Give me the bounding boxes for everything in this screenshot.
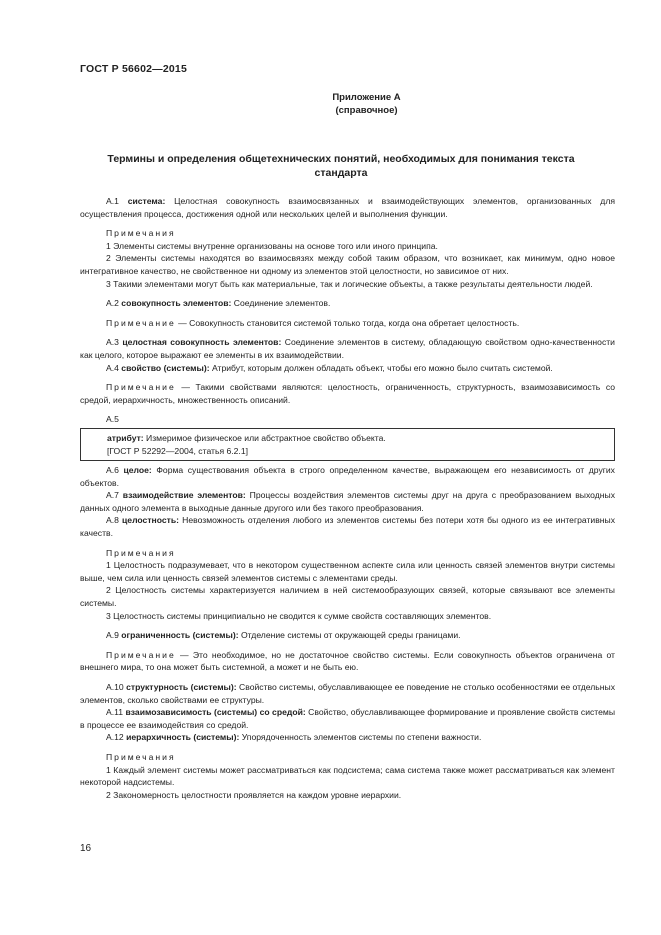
- notes-label: Примечания: [106, 751, 176, 762]
- page-number: 16: [80, 843, 92, 854]
- note: 2 Целостность системы характеризуется наличием в ней системообразующих связей, которые связывают все элементы системы.: [80, 585, 615, 609]
- term-a6: А.6 целое: Форма существования объекта в строго определенном качестве, выражающем его независимость от других объектов.: [80, 465, 615, 488]
- term-a5-box: [80, 428, 615, 461]
- term-a8: А.8 целостность: Невозможность отделения любого из элементов системы без потери хотя бы одного из ее интегративных качеств.: [80, 515, 615, 539]
- note: 1 Каждый элемент системы может рассматриваться как подсистема; сама система также может рассматриваться как элемент некоторой надсистемы.: [80, 764, 615, 788]
- term-a4: А.4 свойство (системы): Атрибут, которым должен обладать объект, чтобы его можно было считать системой.: [106, 362, 553, 373]
- note: Примечание — Это необходимое, но не достаточное свойство системы. Если совокупность объектов ограничена от внешнего мира, то она может быть системной, а может и не быть ею.: [80, 649, 615, 673]
- standard-number: ГОСТ Р 56602—2015: [80, 63, 188, 75]
- source-reference: [ГОСТ Р 52292—2004, статья 6.2.1]: [107, 445, 248, 456]
- term-a9: А.9 ограниченность (системы): Отделение системы от окружающей среды границами.: [106, 630, 461, 641]
- annex-subtitle: (справочное): [335, 105, 398, 116]
- note: 1 Целостность подразумевает, что в некотором существенном аспекте сила или ценность связей элементов внутри системы выше, чем сила или ценность связей элементов системы с элементами среды.: [80, 560, 615, 583]
- annex-title: Приложение А: [332, 92, 401, 103]
- term-a7: А.7 взаимодействие элементов: Процессы воздействия элементов системы друг на друга с преобразованием выходных данных одного элемента в выходные данные другого или без такого преобразования.: [80, 490, 615, 513]
- term-a11: А.11 взаимозависимость (системы) со средой: Свойство, обуславливающее формирование и проявление свойств системы в процессе ее взаимодействия со средой.: [80, 707, 615, 730]
- note: 3 Целостность системы принципиально не сводится к сумме свойств составляющих элементов.: [106, 610, 492, 621]
- note: 1 Элементы системы внутренне организованы на основе того или иного принципа.: [106, 240, 438, 251]
- note: 2 Элементы системы находятся во взаимосвязях между собой таким образом, что возникает, как минимум, одно новое интегративное качество, не свойственное ни одному из элементов этой целостности, но зависимое от них.: [80, 253, 615, 276]
- note: Примечание — Такими свойствами являются: целостность, ограниченность, структурность, взаимозависимость со средой, иерархичность, множественность описаний.: [80, 382, 615, 405]
- term-a5: атрибут: Измеримое физическое или абстрактное свойство объекта.: [107, 432, 386, 443]
- note: 2 Закономерность целостности проявляется на каждом уровне иерархии.: [106, 789, 402, 800]
- term-a2: А.2 совокупность элементов: Соединение элементов.: [106, 298, 331, 309]
- note: Примечание — Совокупность становится системой только тогда, когда она обретает целостность.: [106, 317, 520, 328]
- notes-label: Примечания: [106, 228, 176, 239]
- term-a1: А.1 система: Целостная совокупность взаимосвязанных и взаимодействующих элементов, организованных для осуществления процесса, достижения одной или нескольких целей и выполнения функции.: [80, 196, 615, 219]
- term-a10: А.10 структурность (системы): Свойство системы, обуславливающее ее поведение не столько особенностями ее отдельных элементов, сколько свойствами ее структуры.: [80, 682, 615, 705]
- document-body: [80, 195, 615, 801]
- term-a12: А.12 иерархичность (системы): Упорядоченность элементов системы по степени важности.: [106, 732, 482, 743]
- section-heading: Термины и определения общетехнических понятий, необходимых для понимания текста стандарта: [107, 153, 575, 179]
- notes-label: Примечания: [106, 547, 176, 558]
- term-a5-number: А.5: [106, 414, 119, 425]
- term-a3: А.3 целостная совокупность элементов: Соединение элементов в систему, обладающую свойством одно-качественности как целого, которое выражают ее элементы в их взаимодействии.: [80, 337, 615, 360]
- note: 3 Такими элементами могут быть как материальные, так и логические объекты, а также результаты деятельности людей.: [106, 278, 593, 289]
